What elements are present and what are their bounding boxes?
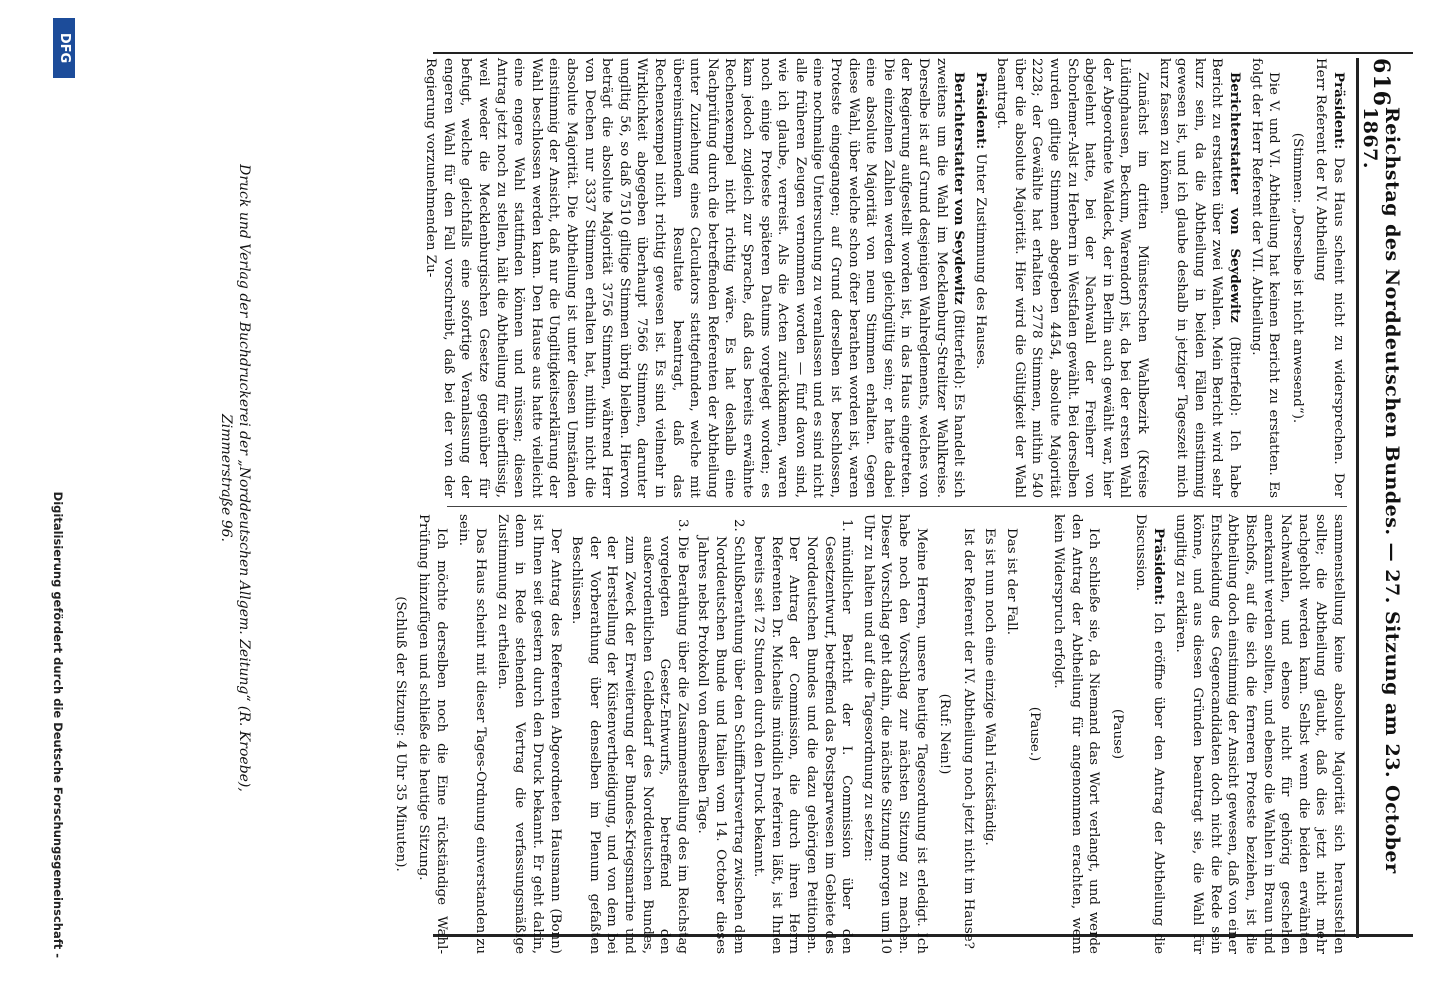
running-title: Reichstag des Norddeutschen Bundes. — 27. Sitzung am 23. October 1867. [1359,106,1403,874]
agenda-item: 3. Die Berathung über die Zusammenstellung des im Reichstag vorgelegten Gesetz-Entwurfs, betreffend den außerordentlichen Geldbedarf des Norddeutschen Bundes, zum Zweck der Erweiterung der Bundes-Kriegsmarine und der Herstellung der Küstenvertheidigung, und von dem bei der Vorberathung über denselben im Plenum gefaßten Beschlüssen. [568,536,691,954]
speech-paragraph [422,58,967,498]
dfg-logo-text: DFG [57,32,72,64]
column-divider [447,506,1347,507]
speaker-name: Berichterstatter von Seydewitz [1227,72,1244,323]
paragraph [1002,514,1020,954]
right-text-column [385,514,1347,954]
paragraph-text: Ist der Referent der IV. Abtheilung noch jetzt nicht im Hause? [960,528,976,949]
printer-imprint: Druck und Verlag der Buchdruckerei der „Norddeutschen Allgem. Zeitung“ (R. Kroebe), Zimmerstraße 96. [218,164,252,792]
paragraph-text: Es ist nun noch eine einzige Wahl rückständig. [982,528,998,846]
speech-paragraph [1155,58,1243,498]
paragraph-text: (Bitterfeld): Es handelt sich zweitens um die Wahl im Mecklenburg-Strelitzer Wahlkreise. Derselbe ist auf Grund desjenigen Wahlreglements, welches von der Regierung aufgestellt worden ist, in das Haus eingetreten. Die einzelnen Zahlen werden gleichgültig sein; er hatte dabei eine absolute Majorität von neun Stimmen erhalten. Gegen diese Wahl, über welche schon öfter berathen worden ist, waren Proteste eingegangen; auf Grund derselben ist beschlossen, eine nochmalige Untersuchung zu veranlassen und es sind nicht alle früheren Zeugen vernommen worden — fünf davon sind, wie ich glaube, verreist. Als die Acten zurückkamen, waren noch einige Proteste späteren Datums vorgelegt worden; es kam jedoch zugleich zur Sprache, daß das bereits erwähnte Rechenexempel nicht richtig wäre. Es hat deshalb eine Nachprüfung durch die betreffenden Referenten der Abtheilung unter Zuziehung eines Calculators stattgefunden, welche mit übereinstimmendem Resultate beantragt, daß das Rechenexempel nicht richtig gewesen ist. Es sind vielmehr in Wirklichkeit abgegeben überhaupt 7566 Stimmen, darunter ungiltig 56, so daß 7510 giltige Stimmen übrig bleiben. Hiervon beträgt die absolute Majorität 3756 Stimmen, während Herr von Dechen nur 3337 Stimmen erhalten hat, mithin nicht die absolute Majorität. Die Abtheilung ist unter diesen Umständen einstimmig der Ansicht, daß nur die Ungiltigkeitserklärung der Wahl beschlossen werden kann. Den Hause aus hatte vielleicht eine engere Wahl stattfinden können und müssen; diesen Antrag jetzt noch zu stellen, hält die Abtheilung für überflüssig, weil weder die Mecklenburgischen Gesetze gegenüber für befugt, welche gleichfalls eine sofortige Veranlassung der engeren Wahl für den Fall vorschreibt, daß bei der von der Regierung vorzunehmenden Zu- [423,58,967,498]
paragraph-text: Das ist der Fall. [1003,528,1019,635]
paragraph-text: Unter Zustimmung des Hauses. [972,153,988,370]
paragraph-text: (Schluß der Sitzung: 4 Uhr 35 Minuten). [392,596,408,872]
paragraph-text: Ich möchte derselben noch die Eine rückständige Wahl-Prüfung hinzufügen und schließe die heutige Sitzung. [416,514,450,954]
scanned-document-page [35,18,1413,966]
paragraph-text: Ich eröffne über den Antrag der Abtheilung die Discussion. [1133,514,1167,954]
paragraph [981,514,999,954]
agenda-item: 2. Schlußberathung über den Schifffahrtsvertrag zwischen dem Norddeutschen Bunde und Italien vom 14. October dieses Jahres nebst Protokoll von demselben Tage. [694,536,747,954]
paragraph [415,514,450,954]
paragraph-text: Der Antrag des Referenten Abgeordneten Hausmann (Bonn) ist Ihnen seit gestern durch den Druck bekannt. Er geht dahin, denn in Rede stehenden Vertrag die verfassungsmäßige Zustimmung zu ertheilen. [494,514,563,954]
paragraph-text: (Pause.) [1027,706,1043,762]
paragraph [493,514,563,954]
paragraph-text: (Stimmen: „Derselbe ist nicht anwesend“). [1289,132,1305,424]
paragraph [993,58,1151,498]
paragraph-text: Ich schließe sie, da Niemand das Wort verlangt, und werde den Antrag der Abtheilung für angenommen erachten, wenn kein Widerspruch erfolgt. [1051,514,1102,954]
stage-direction [1026,514,1044,954]
speech-paragraph [971,58,989,498]
paragraph-text: Das Haus scheint mit dieser Tages-Ordnung einverstanden zu sein. [455,514,489,954]
paragraph-text: Die V. und VI. Abtheilung hat keinen Bericht zu erstatten. Es folgt der Herr Referent der VII. Abtheilung. [1248,58,1282,498]
paragraph-text: Meine Herren, unsere heutige Tagesordnung ist erledigt. Ich habe noch den Vorschlag zur nächsten Sitzung zu machen. Dieser Vorschlag geht dahin, die nächste Sitzung morgen um 10 Uhr zu halten und auf die Tagesordnung zu setzen: [860,514,929,954]
speaker-name: Präsident: [1331,72,1347,150]
paragraph [454,514,489,954]
speech-paragraph [1312,58,1347,498]
page-number: 616 [1368,58,1394,107]
dfg-logo [53,18,75,78]
speaker-name: Berichterstatter von Seydewitz [951,72,968,305]
speaker-name: Präsident: [1151,528,1168,606]
paragraph-text: (Bitterfeld): Ich habe Bericht zu erstatten über zwei Wahlen. Mein Bericht wird sehr kurz sein, da die Abtheilung in beiden Fällen einstimmig gewesen ist, und ich glaube deshalb in jetziger Tageszeit mich kurz fassen zu können. [1156,58,1243,498]
paragraph-text: (Pause) [1109,708,1125,760]
paragraph [959,514,977,954]
agenda-list [568,514,856,954]
paragraph [1050,514,1103,954]
paragraph [859,514,929,954]
paragraph-text: (Ruf: Nein!) [937,693,953,775]
digitization-note: Digitalisierung gefördert durch die Deutsche Forschungsgemeinschaft - [51,491,65,958]
stage-direction [1108,514,1126,954]
stage-direction [391,514,409,954]
page-header [1356,58,1403,938]
agenda-item: 1. mündlicher Bericht der I. Commission über den Gesetzentwurf, betreffend das Postsparwesen im Gebiete des Norddeutschen Bundes und die dazu gehörigen Petitionen. Der Antrag der Commission, die durch ihren Herrn Referenten Dr. Michaelis mündlich referiren läßt, ist Ihnen bereits seit 72 Stunden durch den Druck bekannt. [750,536,856,954]
stage-direction [936,514,954,954]
left-text-column [418,58,1347,498]
speaker-name: Präsident: [972,72,989,150]
paragraph-text: Das Haus scheint nicht zu widersprechen. Der Herr Referent der IV. Abtheilung [1313,58,1346,498]
paragraph-text: Zunächst im dritten Münsterschen Wahlbezirk (Kreise Lüdinghausen, Beckum, Warendorf) ist, da bei der ersten Wahl der Abgeordnete Waldeck, der in Berlin auch gewählt war, hier abgelehnt hatte, bei der Nachwahl der Freiherr von Schorlemer-Alst zu Herbern in Westfalen gewählt. Bei derselben wurden giltige Stimmen abgegeben 4454, absolute Majorität 2228; der Gewählte hat erhalten 2778 Stimmen, mithin 540 über die absolute Majorität. Hier wird die Gültigkeit der Wahl beantragt. [994,58,1151,498]
stage-direction [1288,58,1306,498]
paragraph [1171,514,1347,954]
paragraph [1247,58,1282,498]
paragraph-text: sammenstellung keine absolute Majorität sich herausstellen sollte; die Abtheilung glaubt, daß dies jetzt nicht mehr nachgeholt werden kann. Selbst wenn die beiden erwähnten Nachwahlen, und ebenso nicht für gehörig geschehen anerkannt werden sollten, und ebenso die Wahlen in Braun und Bischofs, auf die sich die ferneren Proteste beziehen, ist die Abtheilung doch einstimmig der Ansicht gewesen, daß von einer Entscheidung des Gegencandidaten doch nicht die Rede sein könne, und aus diesen Gründen beantragt sie, die Wahl für ungiltig zu erklären. [1172,514,1346,954]
speech-paragraph [1132,514,1167,954]
